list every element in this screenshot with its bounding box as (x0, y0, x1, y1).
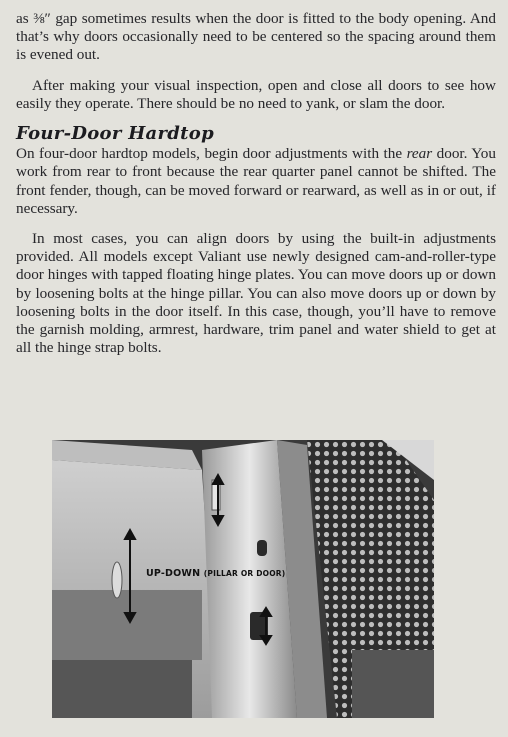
label-updown: UP-DOWN (146, 568, 201, 579)
paragraph-inspection: After making your visual inspection, open and close all doors to see how easily they operate. There should be no need to yank, or slam the door. (16, 76, 496, 112)
paragraph-gap: as ⅜″ gap sometimes results when the door is fitted to the body opening. And that’s why doors occasionally need to be centered so the spacing around them is evened out. (16, 10, 496, 64)
label-pillar-or-door: (PILLAR OR DOOR) (203, 569, 286, 578)
emphasis-rear: rear (406, 145, 433, 163)
section-heading: Four-Door Hardtop (16, 123, 214, 145)
door-hinge-photo (52, 440, 434, 718)
hardtop-text-start: On four-door hardtop models, begin door adjustments with the (16, 145, 407, 163)
paragraph-hardtop (16, 145, 496, 218)
hardtop-text-end: door. You work from rear to front because the rear quarter panel cannot be shifted. The front fender, though, can be moved forward or rearward, as well as in or out, if necessary. (16, 145, 496, 217)
figure-label (146, 568, 285, 579)
hinge-illustration (52, 440, 434, 718)
paragraph-adjustments: In most cases, you can align doors by using the built-in adjustments provided. All models except Valiant use newly designed cam-and-roller-type door hinges with tapped floating hinge plates. You can move doors up or down by loosening bolts at the hinge pillar. You can also move doors up or down by loosening bolts in the door itself. In this case, though, you’ll have to remove the garnish molding, armrest, hardware, trim panel and water shield to get at all the hinge strap bolts. (16, 230, 496, 357)
body-text (16, 10, 496, 369)
